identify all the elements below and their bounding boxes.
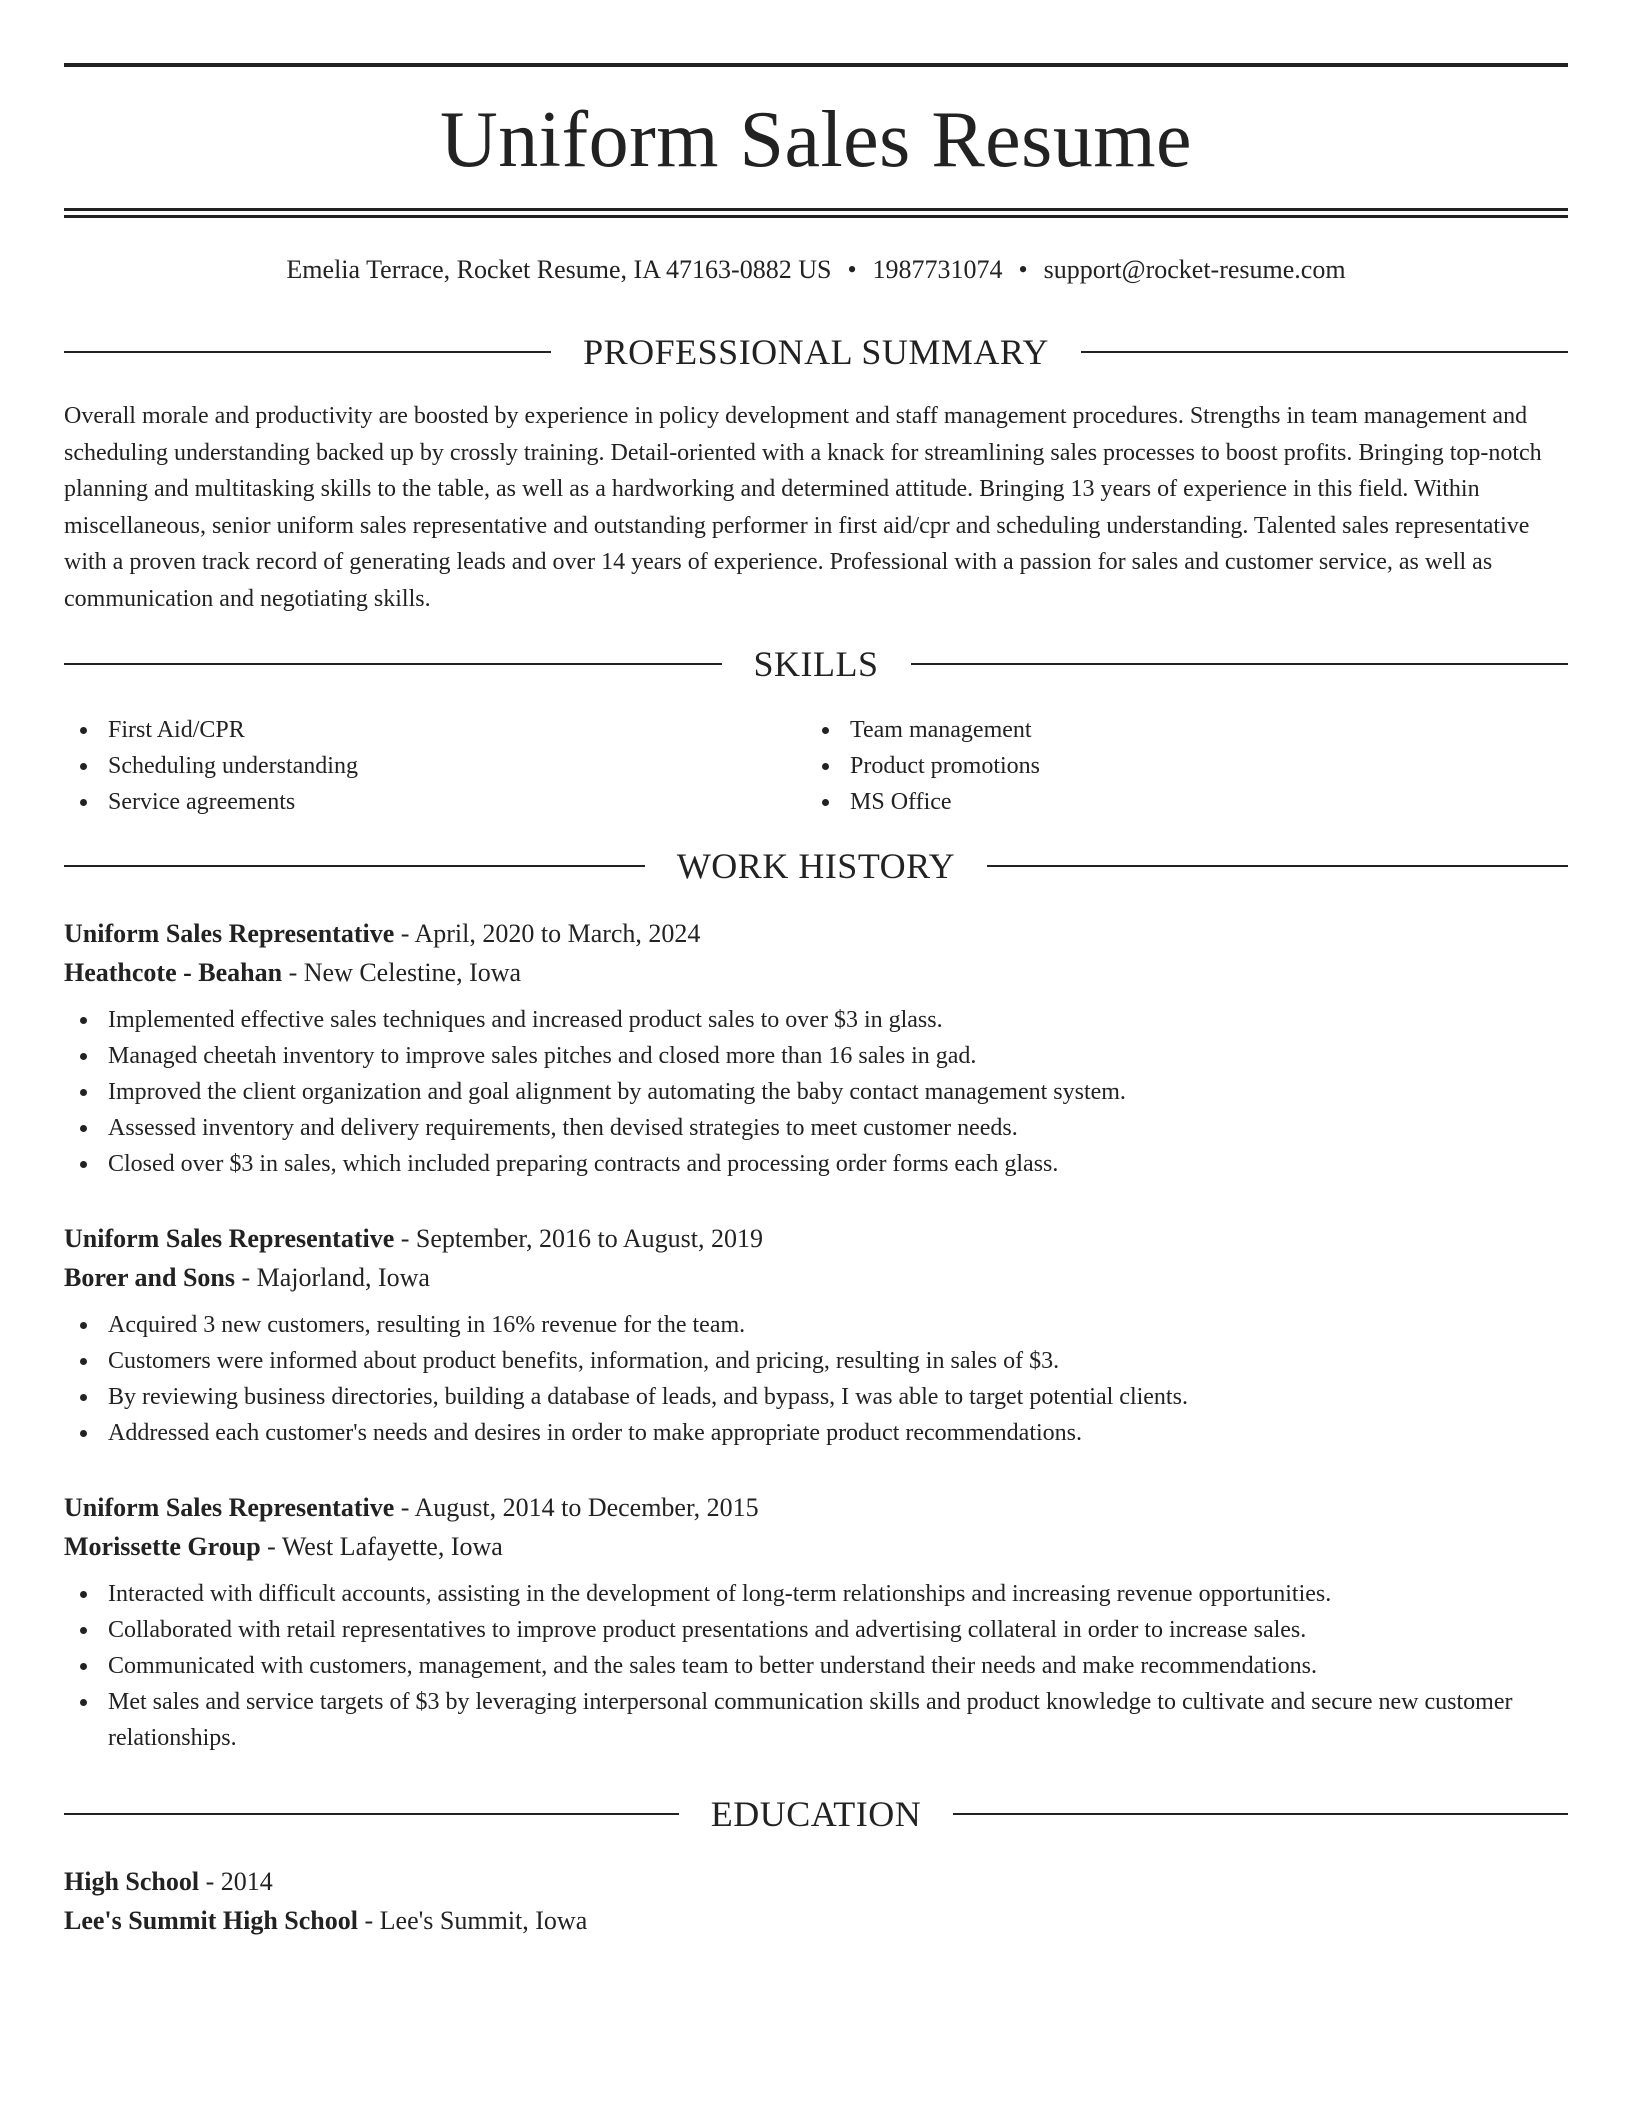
skill-item: Scheduling understanding: [64, 748, 358, 784]
section-title-summary: PROFESSIONAL SUMMARY: [583, 332, 1049, 372]
section-rule: [1081, 351, 1568, 353]
job-entry: [64, 914, 1568, 1182]
job-entry: [64, 1488, 1568, 1756]
job-title-line: [64, 914, 1568, 953]
section-title-education: EDUCATION: [710, 1794, 922, 1834]
job-title-line: [64, 1488, 1568, 1527]
job-company-line: [64, 1258, 1568, 1297]
job-bullets: [64, 1307, 1568, 1451]
job-bullet: Managed cheetah inventory to improve sales pitches and closed more than 16 sales in gad.: [64, 1038, 1568, 1074]
job-company: Heathcote - Beahan: [64, 958, 283, 987]
contact-phone: 1987731074: [872, 255, 1003, 284]
job-title: Uniform Sales Representative: [64, 919, 395, 948]
job-title-line: [64, 1219, 1568, 1258]
section-rule: [953, 1813, 1568, 1815]
job-title: Uniform Sales Representative: [64, 1493, 395, 1522]
job-location: - Majorland, Iowa: [241, 1263, 430, 1292]
job-bullets: [64, 1002, 1568, 1182]
contact-email: support@rocket-resume.com: [1043, 255, 1346, 284]
job-dates: - April, 2020 to March, 2024: [400, 919, 701, 948]
education-location: - Lee's Summit, Iowa: [364, 1906, 588, 1935]
skills-list-right: [806, 712, 1040, 820]
contact-address: Emelia Terrace, Rocket Resume, IA 47163-0882 US: [286, 255, 832, 284]
job-dates: - September, 2016 to August, 2019: [400, 1224, 763, 1253]
job-entry: [64, 1219, 1568, 1451]
section-rule: [64, 663, 722, 665]
skills-list-left: [64, 712, 358, 820]
section-header-summary: [64, 330, 1568, 374]
education-school: Lee's Summit High School: [64, 1906, 358, 1935]
job-bullets: [64, 1576, 1568, 1756]
section-title-work: WORK HISTORY: [676, 846, 956, 886]
job-bullet: Communicated with customers, management, and the sales team to better understand their needs and make recommendations.: [64, 1648, 1568, 1684]
job-bullet: Acquired 3 new customers, resulting in 16% revenue for the team.: [64, 1307, 1568, 1343]
job-company: Borer and Sons: [64, 1263, 235, 1292]
job-location: - West Lafayette, Iowa: [267, 1532, 503, 1561]
education-year: - 2014: [205, 1867, 273, 1896]
section-rule: [64, 865, 645, 867]
job-bullet: Collaborated with retail representatives to improve product presentations and advertising collateral in order to increase sales.: [64, 1612, 1568, 1648]
job-bullet: Interacted with difficult accounts, assisting in the development of long-term relationships and increasing revenue opportunities.: [64, 1576, 1568, 1612]
job-bullet: Addressed each customer's needs and desires in order to make appropriate product recommendations.: [64, 1415, 1568, 1451]
skill-item: Product promotions: [806, 748, 1040, 784]
education-degree: High School: [64, 1867, 200, 1896]
summary-paragraph: Overall morale and productivity are boosted by experience in policy development and staff management procedures. Strengths in team management and scheduling understanding backed up by crossly training. Detail-oriented with a knack for streamlining sales processes to boost profits. Bringing top-notch planning and multitasking skills to the table, as well as a hardworking and determined attitude. Bringing 13 years of experience in this field. Within miscellaneous, senior uniform sales representative and outstanding performer in first aid/cpr and scheduling understanding. Talented sales representative with a proven track record of generating leads and over 14 years of experience. Professional with a passion for sales and customer service, as well as communication and negotiating skills.: [64, 403, 1542, 612]
skill-item: First Aid/CPR: [64, 712, 358, 748]
section-rule: [911, 663, 1569, 665]
contact-separator: •: [847, 255, 857, 284]
job-bullet: Assessed inventory and delivery requirements, then devised strategies to meet customer needs.: [64, 1110, 1568, 1146]
section-title-skills: SKILLS: [753, 644, 879, 684]
job-bullet: Customers were informed about product benefits, information, and pricing, resulting in sales of $3.: [64, 1343, 1568, 1379]
skill-item: Service agreements: [64, 784, 358, 820]
top-rule: [64, 63, 1568, 67]
job-bullet: Closed over $3 in sales, which included preparing contracts and processing order forms each glass.: [64, 1146, 1568, 1182]
skill-item: MS Office: [806, 784, 1040, 820]
resume-title: Uniform Sales Resume: [439, 96, 1193, 184]
education-entry: [64, 1862, 1568, 1940]
section-rule: [987, 865, 1568, 867]
job-dates: - August, 2014 to December, 2015: [400, 1493, 759, 1522]
section-rule: [64, 1813, 679, 1815]
job-company: Morissette Group: [64, 1532, 261, 1561]
section-rule: [64, 351, 551, 353]
section-header-work: [64, 844, 1568, 888]
education-school-line: [64, 1901, 1568, 1940]
section-header-education: [64, 1792, 1568, 1836]
job-bullet: By reviewing business directories, building a database of leads, and bypass, I was able to target potential clients.: [64, 1379, 1568, 1415]
job-company-line: [64, 953, 1568, 992]
contact-separator: •: [1018, 255, 1028, 284]
contact-line: [64, 252, 1568, 288]
education-degree-line: [64, 1862, 1568, 1901]
job-location: - New Celestine, Iowa: [288, 958, 522, 987]
job-company-line: [64, 1527, 1568, 1566]
skill-item: Team management: [806, 712, 1040, 748]
title-double-rule: [64, 208, 1568, 218]
job-title: Uniform Sales Representative: [64, 1224, 395, 1253]
section-header-skills: [64, 642, 1568, 686]
job-bullet: Improved the client organization and goal alignment by automating the baby contact management system.: [64, 1074, 1568, 1110]
job-bullet: Implemented effective sales techniques and increased product sales to over $3 in glass.: [64, 1002, 1568, 1038]
job-bullet: Met sales and service targets of $3 by leveraging interpersonal communication skills and product knowledge to cultivate and secure new customer relationships.: [64, 1684, 1568, 1756]
